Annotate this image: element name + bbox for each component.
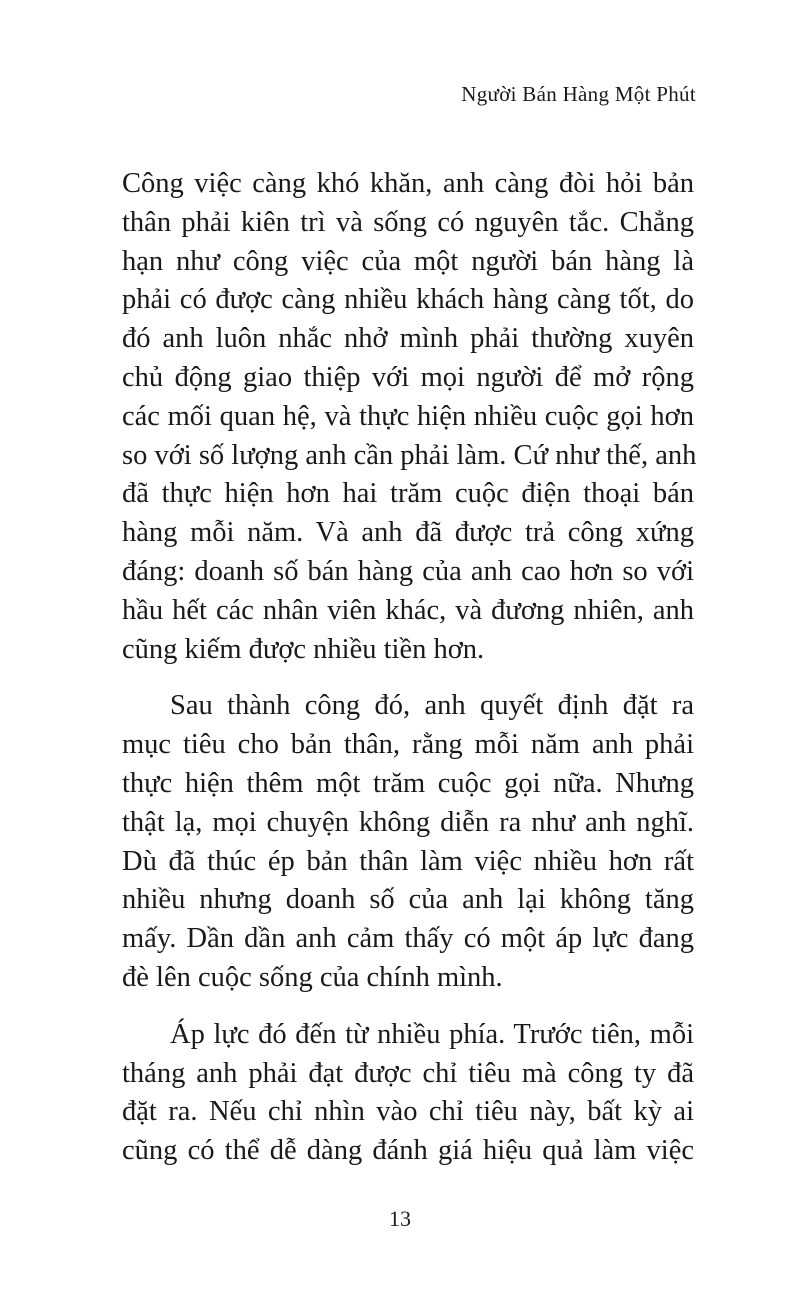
text-line: Dù đã thúc ép bản thân làm việc nhiều hơn rất <box>122 845 694 877</box>
text-line: tháng anh phải đạt được chỉ tiêu mà công ty đã <box>122 1057 694 1089</box>
text-line: Sau thành công đó, anh quyết định đặt ra <box>170 690 694 722</box>
text-line: cũng có thể dễ dàng đánh giá hiệu quả làm việc <box>122 1135 694 1167</box>
text-line: hạn như công việc của một người bán hàng là <box>122 245 694 277</box>
text-line: hầu hết các nhân viên khác, và đương nhiên, anh <box>122 594 694 626</box>
text-line: mấy. Dần dần anh cảm thấy có một áp lực đang <box>122 923 694 955</box>
paragraph-2 <box>122 687 694 997</box>
text-line: đó anh luôn nhắc nhở mình phải thường xuyên <box>122 323 694 355</box>
text-line: Công việc càng khó khăn, anh càng đòi hỏi bản <box>122 168 694 199</box>
text-line: thực hiện thêm một trăm cuộc gọi nữa. Nhưng <box>122 767 694 799</box>
text-line: chủ động giao thiệp với mọi người để mở rộng <box>122 361 694 393</box>
page-number: 13 <box>389 1206 411 1231</box>
running-header-book-title: Người Bán Hàng Một Phút <box>461 82 696 106</box>
text-line: đã thực hiện hơn hai trăm cuộc điện thoại bán <box>122 478 694 510</box>
text-line: các mối quan hệ, và thực hiện nhiều cuộc gọi hơn <box>122 400 694 432</box>
text-line: cũng kiếm được nhiều tiền hơn. <box>122 633 485 665</box>
text-line: đáng: doanh số bán hàng của anh cao hơn so với <box>122 555 694 587</box>
text-line: thân phải kiên trì và sống có nguyên tắc. Chẳng <box>122 206 694 238</box>
text-line: hàng mỗi năm. Và anh đã được trả công xứng <box>122 517 694 549</box>
text-line: đặt ra. Nếu chỉ nhìn vào chỉ tiêu này, bất kỳ ai <box>122 1096 694 1128</box>
text-line: thật lạ, mọi chuyện không diễn ra như anh nghĩ. <box>122 806 694 838</box>
body-text <box>122 165 697 1189</box>
text-line: nhiều nhưng doanh số của anh lại không tăng <box>122 884 694 916</box>
paragraph-3 <box>122 1016 694 1171</box>
text-line: Áp lực đó đến từ nhiều phía. Trước tiên, mỗi <box>170 1018 694 1050</box>
text-line: phải có được càng nhiều khách hàng càng tốt, do <box>122 284 694 316</box>
text-line: so với số lượng anh cần phải làm. Cứ như thế, anh <box>122 439 697 471</box>
text-line: mục tiêu cho bản thân, rằng mỗi năm anh phải <box>122 729 694 761</box>
text-line: đè lên cuộc sống của chính mình. <box>122 961 503 993</box>
paragraph-1 <box>122 165 697 669</box>
